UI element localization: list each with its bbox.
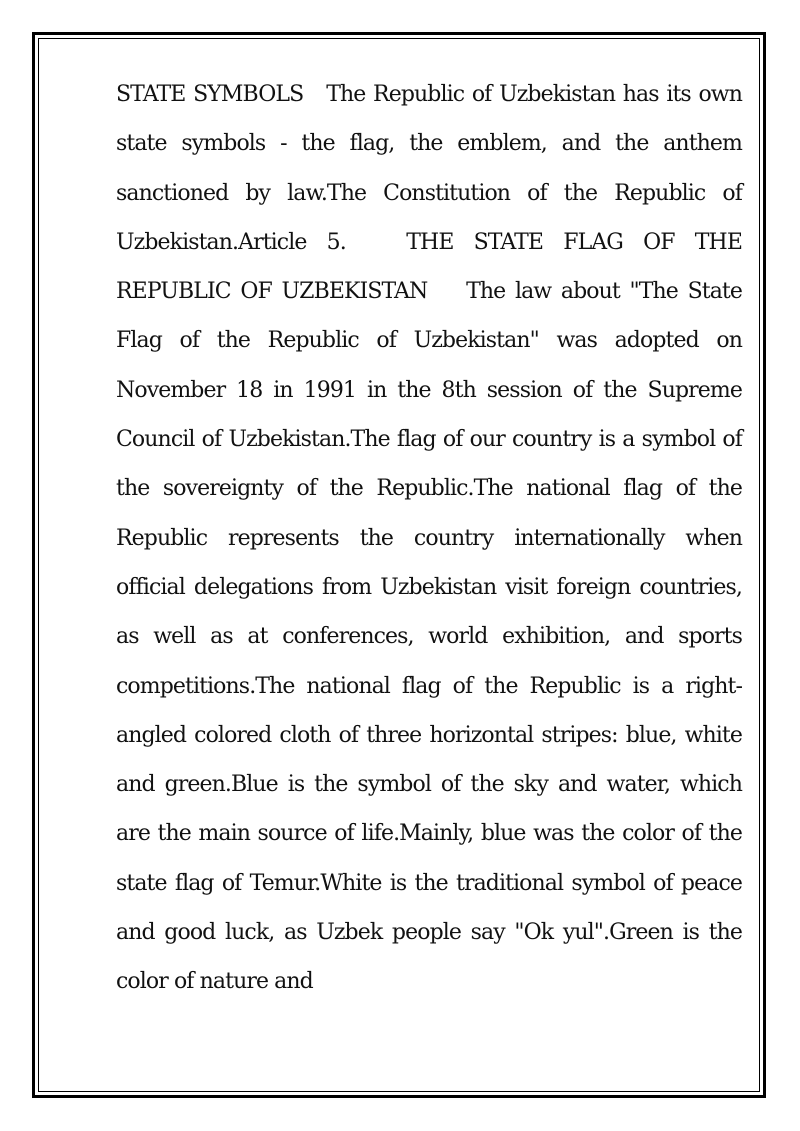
body-text: STATE SYMBOLS The Republic of Uzbekistan has its own state symbols - the flag, the emblem, and the anthem sanctioned by law.The Constitution of the Republic of Uzbekistan.Article 5. THE STATE FLAG OF THE REPUBLIC OF UZBEKISTAN The law about "The State Flag of the Republic of Uzbekistan" was adopted on November 18 in 1991 in the 8th session of the Supreme Council of Uzbekistan.The flag of our country is a symbol of the sovereignty of the Republic.The national flag of the Republic represents the country internationally when official delegations from Uzbekistan visit foreign countries, as well as at conferences, world exhibition, and sports competitions.The national flag of the Republic is a right-angled colored cloth of three horizontal stripes: blue, white and green.Blue is the symbol of the sky and water, which are the main source of life.Mainly, blue was the color of the state flag of Temur.White is the traditional symbol of peace and good luck, as Uzbek people say "Ok yul".Green is the color of nature and	[116, 82, 742, 995]
